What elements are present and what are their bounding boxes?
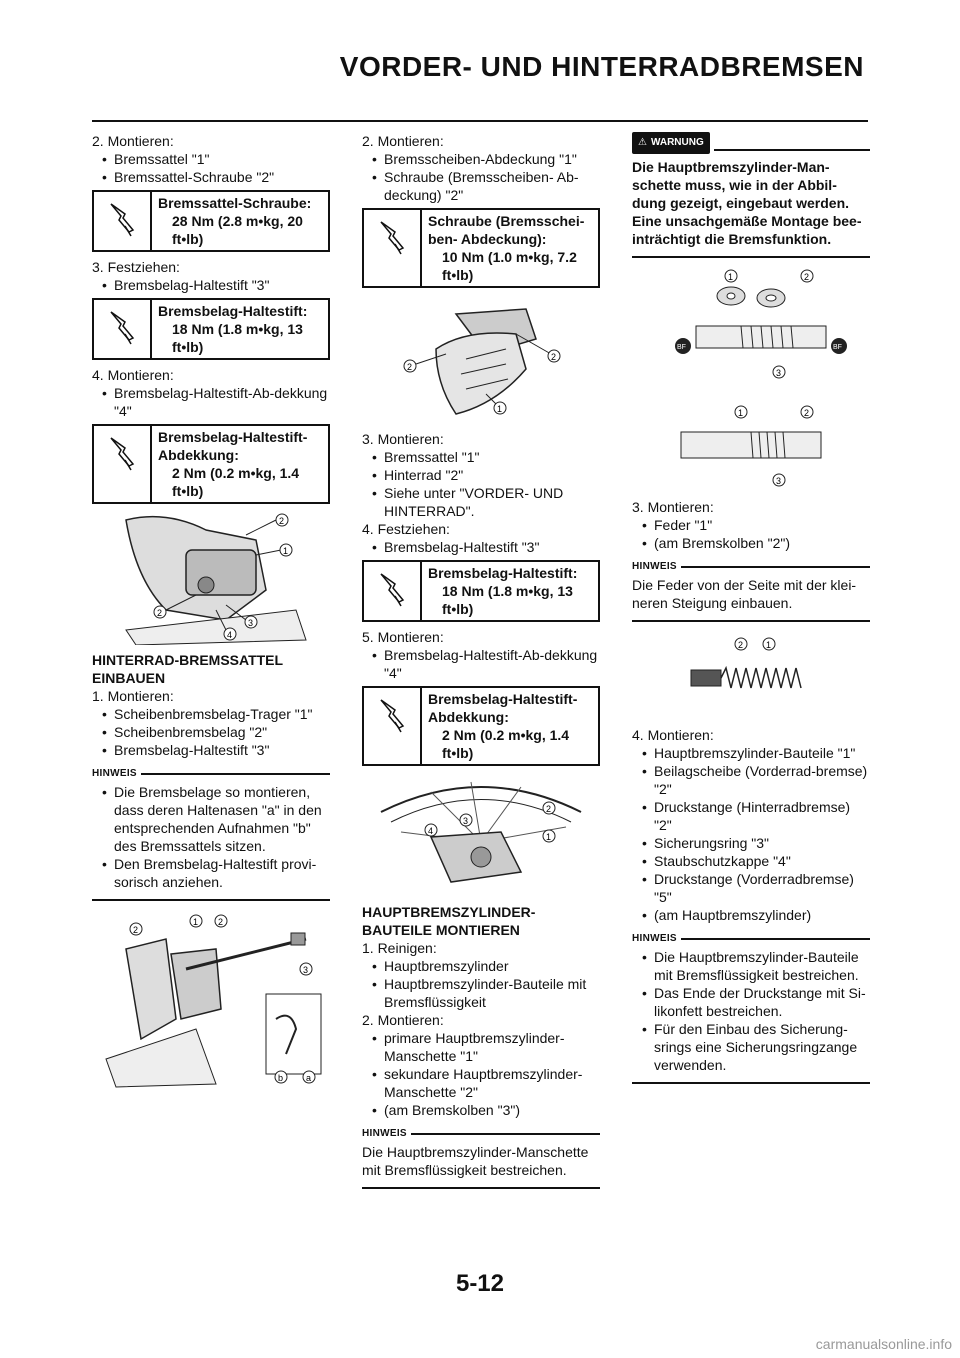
- note-box: [632, 558, 870, 622]
- warning-triangle-icon: ⚠: [638, 137, 647, 148]
- bullet-continuation: [362, 1101, 600, 1119]
- callout-a: a: [306, 1073, 312, 1083]
- spec-value: 18 Nm (1.8 m•kg, 13 ft•lb): [442, 583, 573, 617]
- callout-3: 3: [303, 965, 309, 975]
- note-label: HINWEIS: [632, 930, 870, 948]
- callout-1: 1: [546, 832, 552, 842]
- bullet: • Staubschutzkappe "4": [632, 852, 870, 870]
- page-title: VORDER- UND HINTERRADBREMSEN: [339, 51, 864, 82]
- bullet: • Die Hauptbremszylinder-Bauteile mit Bremsflüssigkeit bestreichen.: [632, 948, 870, 984]
- caliper-illustration: [106, 510, 316, 645]
- brake-pad-illustration: [96, 909, 326, 1089]
- header-rule: [92, 120, 868, 122]
- callout-2: 2: [546, 804, 552, 814]
- cross-reference: Siehe unter "VORDER- UND HINTERRAD".: [384, 485, 564, 519]
- torque-spec-box: [92, 190, 330, 252]
- callout-b: b: [278, 1073, 284, 1083]
- spec-name: Bremsbelag-Haltestift-Abdekkung:: [428, 691, 578, 725]
- watermark: carmanualsonline.info: [815, 1336, 952, 1352]
- bullet: • Bremssattel "1": [92, 150, 330, 168]
- callout-4: 4: [227, 630, 233, 640]
- bullet: • Druckstange (Vorderradbremse) "5": [632, 870, 870, 906]
- callout-1: 1: [283, 546, 289, 556]
- callout-2: 2: [804, 408, 810, 418]
- piston-ref: (am Bremskolben "2"): [654, 535, 790, 551]
- spec-value: 10 Nm (1.0 m•kg, 7.2 ft•lb): [442, 249, 577, 283]
- bullet: • Hauptbremszylinder: [362, 957, 600, 975]
- wrench-icon: [94, 426, 152, 502]
- spec-value: 18 Nm (1.8 m•kg, 13 ft•lb): [172, 321, 303, 355]
- warning-label: WARNUNG: [650, 137, 704, 148]
- bullet: • Feder "1": [632, 516, 870, 534]
- bullet: • primare Hauptbremszylinder-Manschette "1": [362, 1029, 600, 1065]
- spec-value: 2 Nm (0.2 m•kg, 1.4 ft•lb): [172, 465, 300, 499]
- bullet: • Schraube (Bremsscheiben- Ab-deckung) "2": [362, 168, 600, 204]
- bullet: • Bremssattel-Schraube "2": [92, 168, 330, 186]
- bullet: • Bremsbelag-Haltestift "3": [92, 276, 330, 294]
- torque-spec-box: [362, 686, 600, 766]
- callout-2: 2: [218, 917, 224, 927]
- bullet-continuation: [632, 906, 870, 924]
- piston-ref: (am Bremskolben "3"): [384, 1102, 520, 1118]
- warning-badge: [632, 132, 710, 154]
- bullet: • Druckstange (Hinterradbremse) "2": [632, 798, 870, 834]
- wrench-icon: [94, 300, 152, 358]
- callout-1: 1: [728, 272, 734, 282]
- note-box: [92, 765, 330, 901]
- bullet: • Das Ende der Druckstange mit Si-likonfett bestreichen.: [632, 984, 870, 1020]
- bullet: • Bremsbelag-Haltestift "3": [362, 538, 600, 556]
- bullet-continuation: [632, 534, 870, 552]
- location-ref: (am Hauptbremszylinder): [654, 907, 812, 923]
- bullet-continuation: [362, 484, 600, 520]
- step: 3. Montieren:: [632, 499, 714, 515]
- callout-2: 2: [804, 272, 810, 282]
- bullet: • Bremsscheiben-Abdeckung "1": [362, 150, 600, 168]
- bullet: • Hauptbremszylinder-Bauteile "1": [632, 744, 870, 762]
- wrench-icon: [364, 210, 422, 286]
- bullet: • Hauptbremszylinder-Bauteile mit Bremsflüssigkeit: [362, 975, 600, 1011]
- callout-2: 2: [738, 640, 744, 650]
- bullet: • Die Bremsbelage so montieren, dass deren Haltenasen "a" in den entsprechenden Aufnahmen "b" des Bremssattels sitzen.: [92, 783, 330, 855]
- torque-spec-box: [362, 208, 600, 288]
- step: 1. Reinigen:: [362, 940, 437, 956]
- callout-1: 1: [193, 917, 199, 927]
- master-cylinder-cups-illustration: [651, 266, 851, 396]
- callout-2: 2: [279, 516, 285, 526]
- callout-1: 1: [766, 640, 772, 650]
- torque-spec-box: [92, 298, 330, 360]
- bullet: • sekundare Hauptbremszylinder-Manschette "2": [362, 1065, 600, 1101]
- callout-4: 4: [428, 826, 434, 836]
- bullet: • Für den Einbau des Sicherung-srings eine Sicherungsringzange verwenden.: [632, 1020, 870, 1074]
- spring-illustration: [651, 630, 851, 720]
- warning-text: Die Hauptbremszylinder-Man-schette muss, wie in der Abbil-dung gezeigt, eingebaut werden. Eine unsachgemäße Montage bee-inträchtigt die Bremsfunktion.: [632, 154, 870, 258]
- callout-1: 1: [497, 404, 503, 414]
- step: 4. Montieren:: [632, 727, 714, 743]
- step: 5. Montieren:: [362, 629, 444, 645]
- torque-spec-box: [362, 560, 600, 622]
- spec-value: 28 Nm (2.8 m•kg, 20 ft•lb): [172, 213, 303, 247]
- section-heading: HAUPTBREMSZYLINDER-BAUTEILE MONTIEREN: [362, 904, 536, 938]
- note-text: Die Hauptbremszylinder-Manschette mit Bremsflüssigkeit bestreichen.: [362, 1144, 589, 1178]
- callout-3: 3: [248, 618, 254, 628]
- step: 1. Montieren:: [92, 688, 174, 704]
- callout-2: 2: [551, 352, 557, 362]
- step: 2. Montieren:: [362, 133, 444, 149]
- wrench-icon: [364, 562, 422, 620]
- bullet: • Hinterrad "2": [362, 466, 600, 484]
- note-label: HINWEIS: [632, 558, 870, 576]
- column-3: [632, 132, 870, 1092]
- spec-name: Bremssattel-Schraube:: [158, 195, 312, 211]
- callout-2: 2: [157, 608, 163, 618]
- step: 2. Montieren:: [92, 133, 174, 149]
- step: 3. Montieren:: [362, 431, 444, 447]
- bullet: • Bremssattel "1": [362, 448, 600, 466]
- rear-wheel-illustration: [371, 772, 591, 897]
- page-number: 5-12: [455, 1270, 505, 1297]
- column-2: [362, 132, 600, 1197]
- step: 4. Montieren:: [92, 367, 174, 383]
- note-box: [362, 1125, 600, 1189]
- warning-box: [632, 132, 870, 258]
- note-label: HINWEIS: [362, 1125, 600, 1143]
- section-heading: HINTERRAD-BREMSSATTEL EINBAUEN: [92, 652, 283, 686]
- bullet: • Sicherungsring "3": [632, 834, 870, 852]
- spec-name: Schraube (Bremsschei-ben- Abdeckung):: [428, 213, 585, 247]
- callout-3: 3: [776, 476, 782, 486]
- callout-1: 1: [738, 408, 744, 418]
- spec-value: 2 Nm (0.2 m•kg, 1.4 ft•lb): [442, 727, 570, 761]
- bf-label: BF: [677, 344, 686, 351]
- step: 3. Festziehen:: [92, 259, 180, 275]
- bullet: • Den Bremsbelag-Haltestift provi-sorisch anziehen.: [92, 855, 330, 891]
- step: 4. Festziehen:: [362, 521, 450, 537]
- bf-label: BF: [833, 344, 842, 351]
- spec-name: Bremsbelag-Haltestift:: [158, 303, 308, 319]
- spec-name: Bremsbelag-Haltestift-Abdekkung:: [158, 429, 308, 463]
- torque-spec-box: [92, 424, 330, 504]
- bullet: • Scheibenbremsbelag-Trager "1": [92, 705, 330, 723]
- disc-cover-illustration: [396, 294, 566, 424]
- piston-assembly-illustration: [651, 402, 851, 492]
- wrench-icon: [94, 192, 152, 250]
- wrench-icon: [364, 688, 422, 764]
- bullet: • Beilagscheibe (Vorderrad-bremse) "2": [632, 762, 870, 798]
- step: 2. Montieren:: [362, 1012, 444, 1028]
- column-1: [92, 132, 330, 1095]
- note-label: HINWEIS: [92, 765, 330, 783]
- bullet: • Bremsbelag-Haltestift-Ab-dekkung "4": [92, 384, 330, 420]
- callout-2: 2: [407, 362, 413, 372]
- callout-3: 3: [463, 816, 469, 826]
- bullet: • Scheibenbremsbelag "2": [92, 723, 330, 741]
- callout-3: 3: [776, 368, 782, 378]
- spec-name: Bremsbelag-Haltestift:: [428, 565, 578, 581]
- note-text: Die Feder von der Seite mit der klei-neren Steigung einbauen.: [632, 577, 857, 611]
- bullet: • Bremsbelag-Haltestift "3": [92, 741, 330, 759]
- callout-2: 2: [133, 925, 139, 935]
- bullet: • Bremsbelag-Haltestift-Ab-dekkung "4": [362, 646, 600, 682]
- note-box: [632, 930, 870, 1084]
